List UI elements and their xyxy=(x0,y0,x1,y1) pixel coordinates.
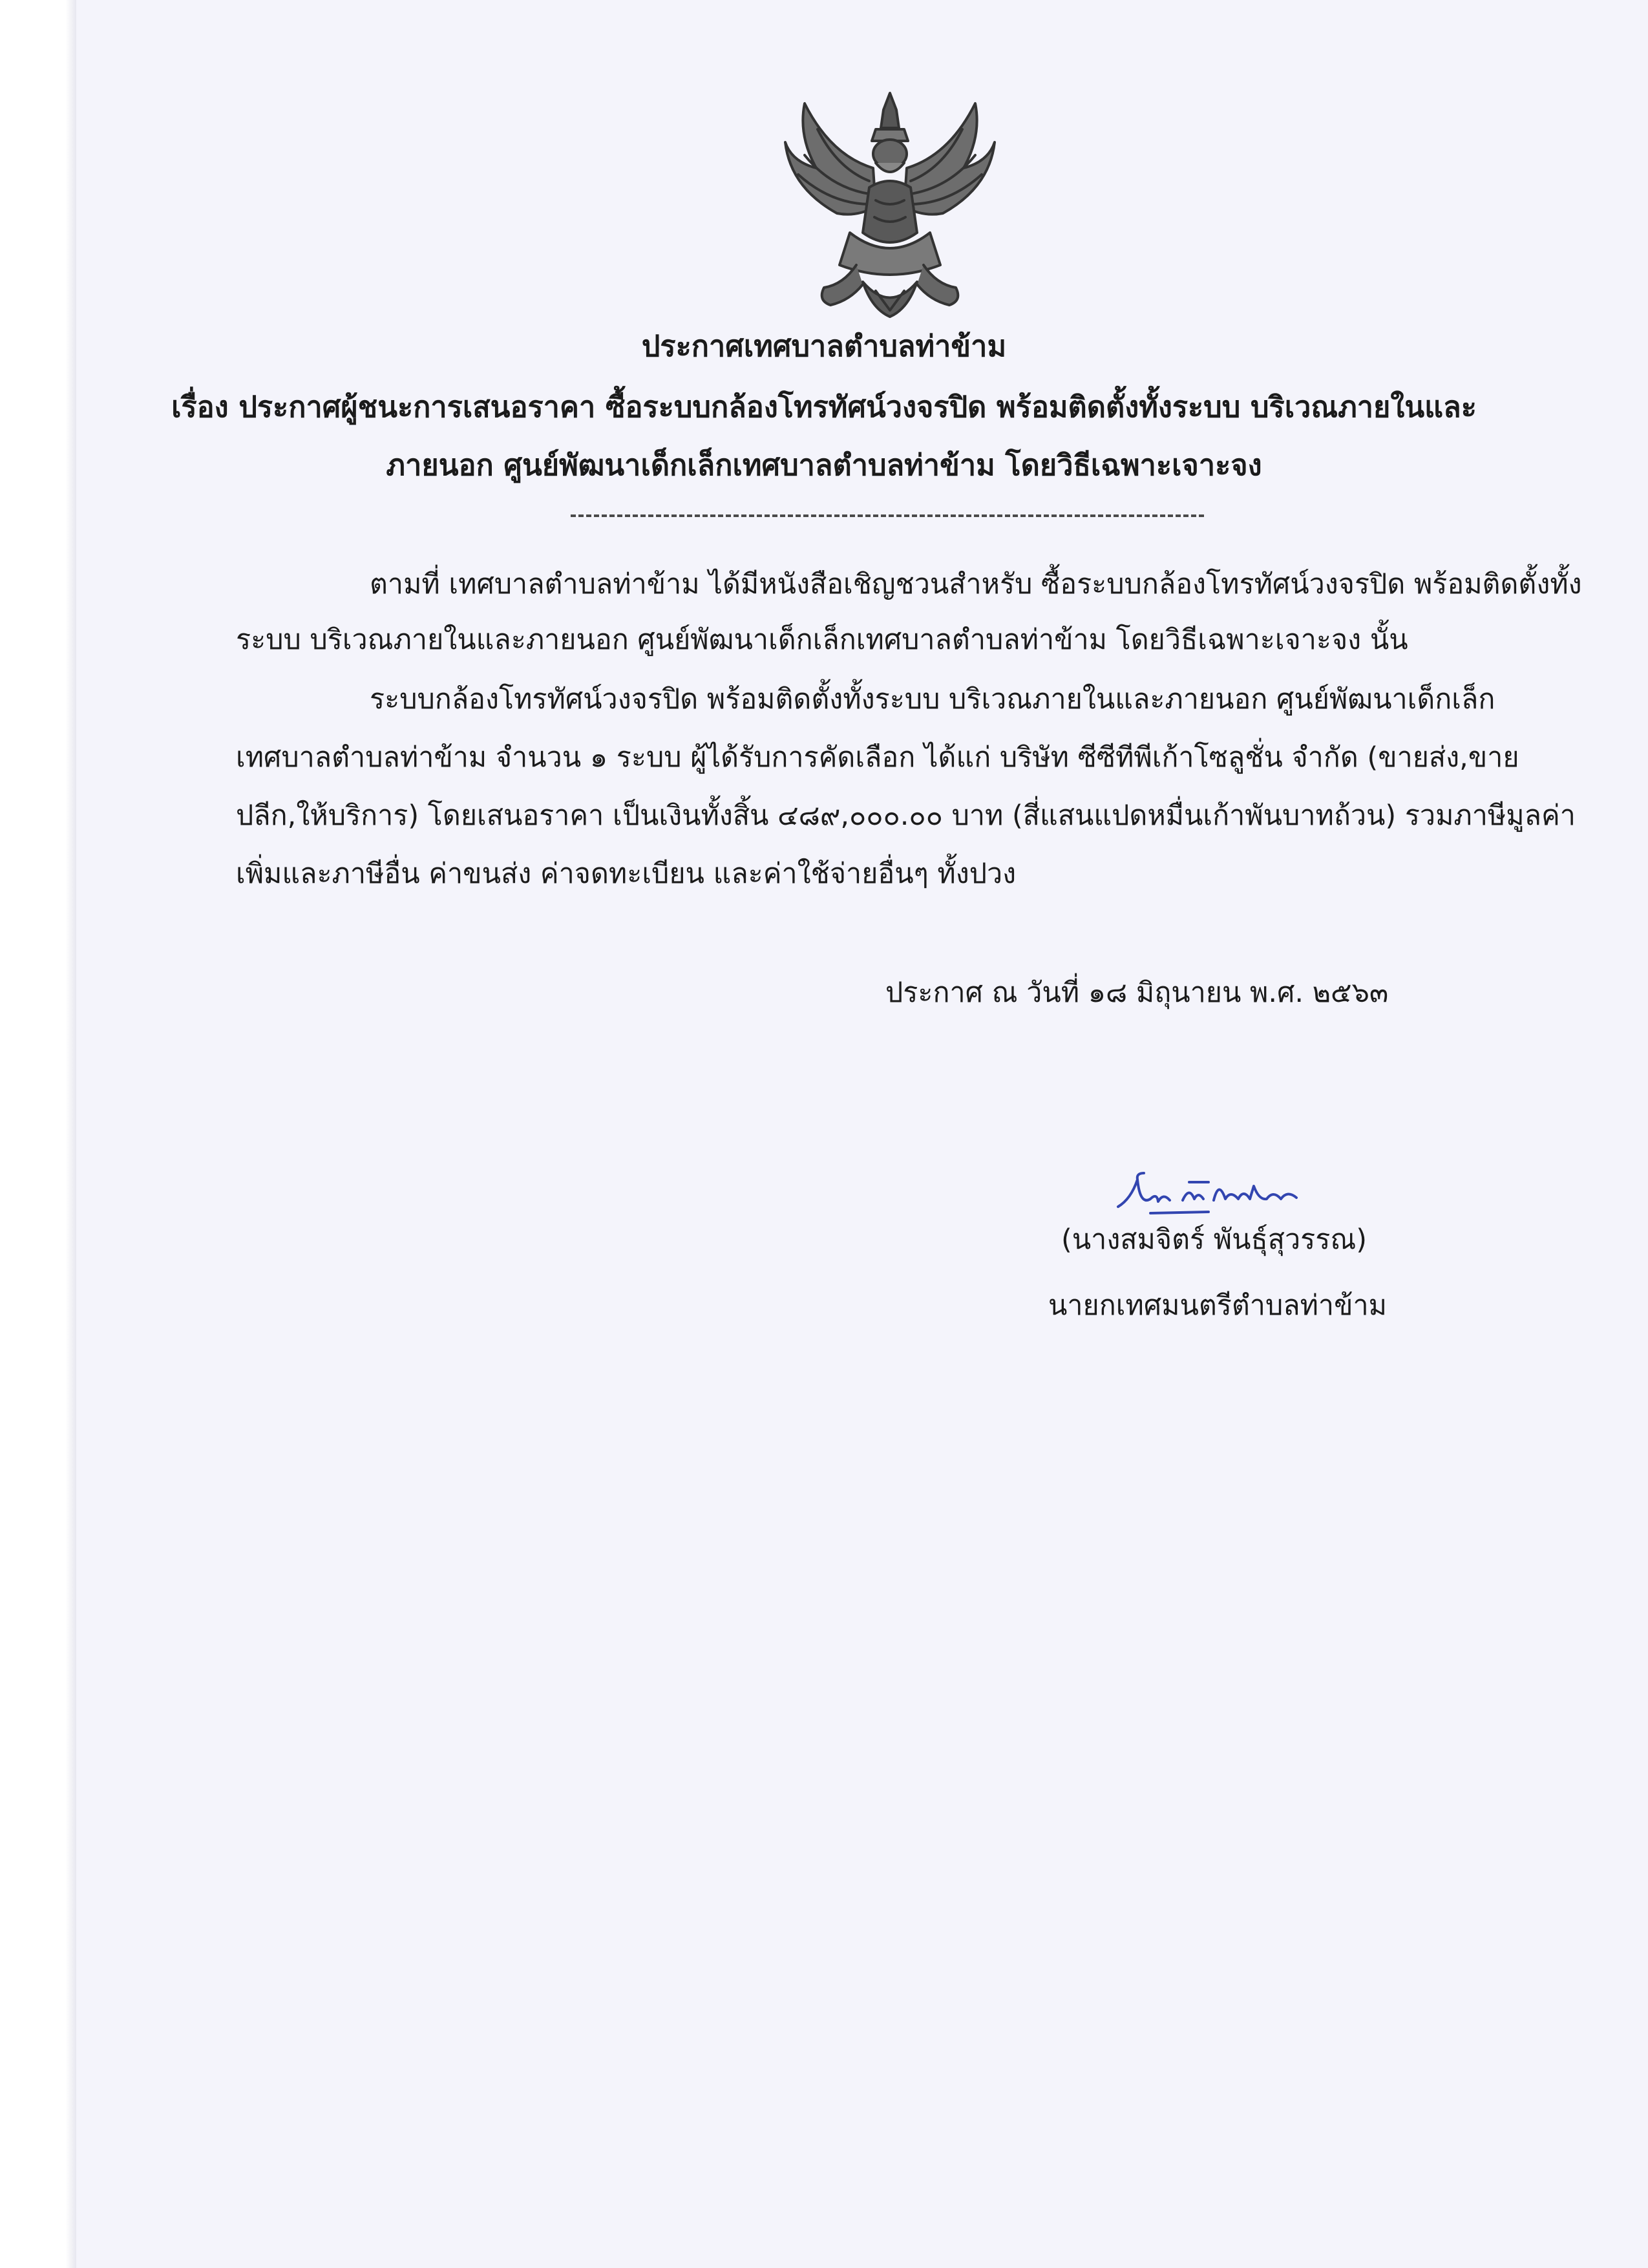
garuda-emblem-icon xyxy=(779,90,1002,320)
title-divider xyxy=(571,514,1204,517)
signatory-name: (นางสมจิตร์ พันธุ์สุวรรณ) xyxy=(1061,1224,1368,1256)
paragraph-2-line-2: เทศบาลตำบลท่าข้าม จำนวน ๑ ระบบ ผู้ได้รับการคัดเลือก ได้แก่ บริษัท ซีซีทีพีเก้าโซลูชั่น จำกัด (ขายส่ง,ขาย xyxy=(236,741,1519,774)
agency-heading: ประกาศเทศบาลตำบลท่าข้าม xyxy=(641,329,1007,363)
paragraph-2-line-3: ปลีก,ให้บริการ) โดยเสนอราคา เป็นเงินทั้งสิ้น ๔๘๙,๐๐๐.๐๐ บาท (สี่แสนแปดหมื่นเก้าพันบาทถ้วน) รวมภาษีมูลค่า xyxy=(236,800,1576,832)
subject-line-1: เรื่อง ประกาศผู้ชนะการเสนอราคา ซื้อระบบกล้องโทรทัศน์วงจรปิด พร้อมติดตั้งทั้งระบบ บริเวณภายในและ xyxy=(171,390,1477,424)
paragraph-2-line-1: ระบบกล้องโทรทัศน์วงจรปิด พร้อมติดตั้งทั้งระบบ บริเวณภายในและภายนอก ศูนย์พัฒนาเด็กเล็ก xyxy=(370,683,1495,715)
paragraph-2-line-4: เพิ่มและภาษีอื่น ค่าขนส่ง ค่าจดทะเบียน และค่าใช้จ่ายอื่นๆ ทั้งปวง xyxy=(236,858,1017,890)
handwritten-signature xyxy=(1112,1154,1312,1231)
subject-line-2: ภายนอก ศูนย์พัฒนาเด็กเล็กเทศบาลตำบลท่าข้าม โดยวิธีเฉพาะเจาะจง xyxy=(386,448,1262,482)
signatory-position: นายกเทศมนตรีตำบลท่าข้าม xyxy=(1048,1289,1387,1322)
paragraph-1-line-2: ระบบ บริเวณภายในและภายนอก ศูนย์พัฒนาเด็กเล็กเทศบาลตำบลท่าข้าม โดยวิธีเฉพาะเจาะจง นั้น xyxy=(236,624,1408,656)
paragraph-1-line-1: ตามที่ เทศบาลตำบลท่าข้าม ได้มีหนังสือเชิญชวนสำหรับ ซื้อระบบกล้องโทรทัศน์วงจรปิด พร้อมติดตั้งทั้ง xyxy=(370,568,1582,600)
announcement-date: ประกาศ ณ วันที่ ๑๘ มิถุนายน พ.ศ. ๒๕๖๓ xyxy=(885,977,1389,1009)
